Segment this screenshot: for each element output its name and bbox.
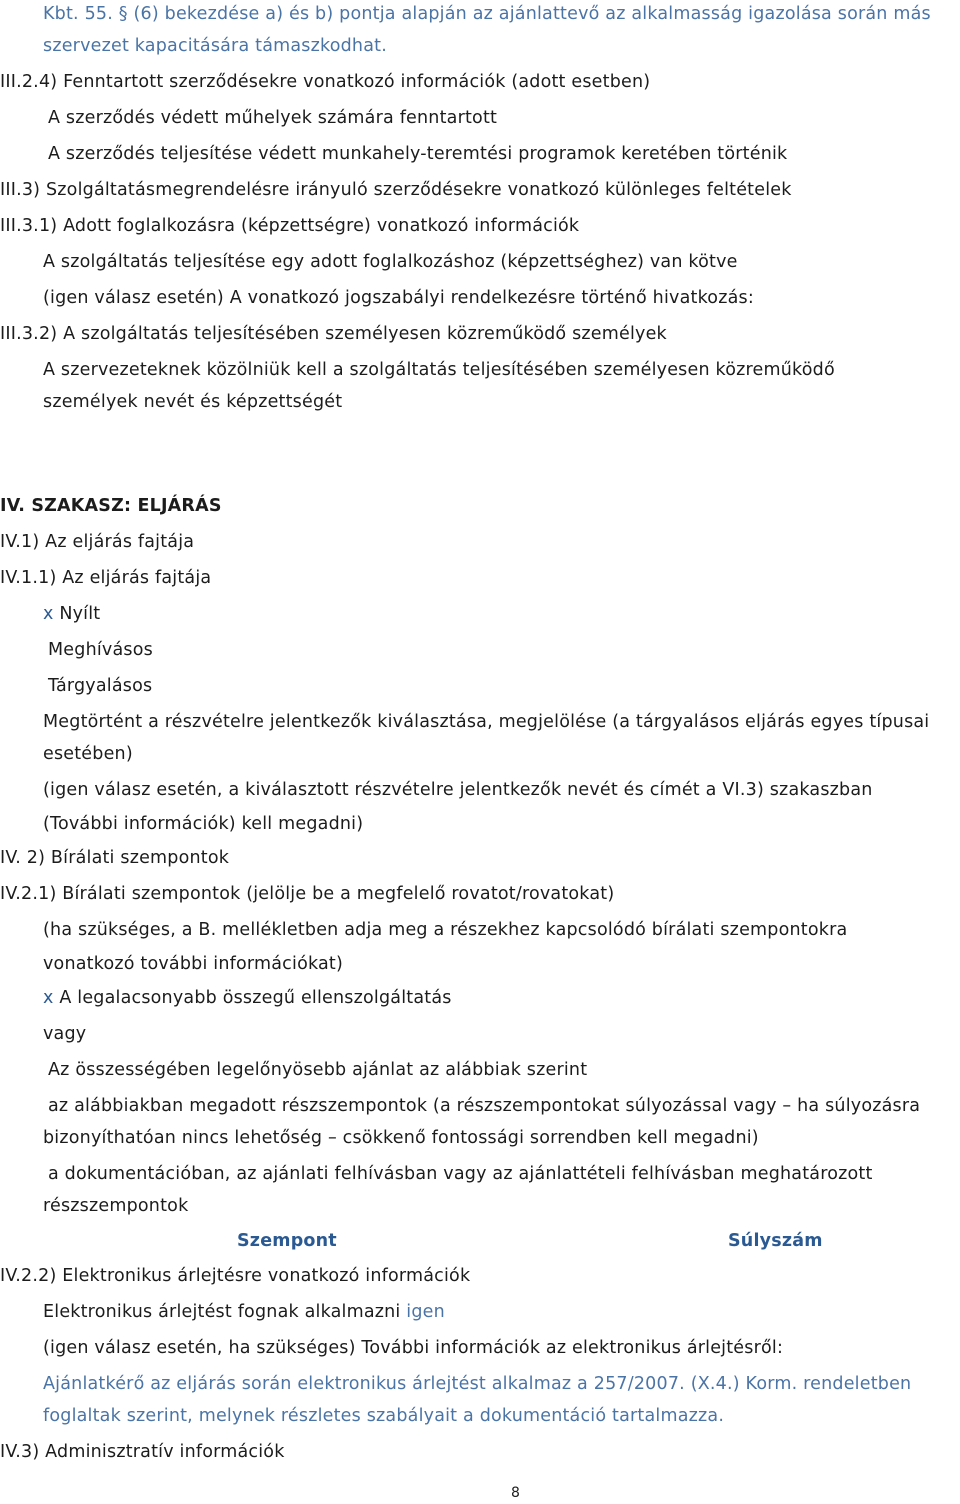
section-heading: III.3) Szolgáltatásmegrendelésre irányuló szerződésekre vonatkozó különleges feltételek <box>0 180 792 200</box>
text-line: személyek nevét és képzettségét <box>43 392 343 412</box>
section-title: IV. SZAKASZ: ELJÁRÁS <box>0 496 222 516</box>
check-mark-icon: x <box>43 604 54 624</box>
filled-text-line: Ajánlatkérő az eljárás során elektronikus árlejtést alkalmaz a 257/2007. (X.4.) Korm. rendeletben <box>43 1374 912 1394</box>
text-line: (További információk) kell megadni) <box>43 814 364 834</box>
text-line: szervezet kapacitására támaszkodhat. <box>43 36 387 56</box>
section-heading: III.2.4) Fenntartott szerződésekre vonatkozó információk (adott esetben) <box>0 72 651 92</box>
section-heading: IV.1) Az eljárás fajtája <box>0 532 195 552</box>
text-line: A szervezeteknek közölniük kell a szolgáltatás teljesítésében személyesen közreműködő <box>43 360 835 380</box>
text-line: Megtörtént a részvételre jelentkezők kiválasztása, megjelölése (a tárgyalásos eljárás egyes típusai <box>43 712 930 732</box>
option-label: Nyílt <box>53 604 101 624</box>
text-line: A szolgáltatás teljesítése egy adott foglalkozáshoz (képzettséghez) van kötve <box>43 252 738 272</box>
section-heading: IV.2.2) Elektronikus árlejtésre vonatkozó információk <box>0 1266 471 1286</box>
section-heading: IV.2.1) Bírálati szempontok (jelölje be a megfelelő rovatot/rovatokat) <box>0 884 615 904</box>
text-line: vagy <box>43 1024 87 1044</box>
text-line: Kbt. 55. § (6) bekezdése a) és b) pontja alapján az ajánlattevő az alkalmasság igazolása során más <box>43 4 931 24</box>
text-line: (ha szükséges, a B. mellékletben adja meg a részekhez kapcsolódó bírálati szempontokra <box>43 920 848 940</box>
text-line <box>43 1301 445 1323</box>
column-header-sulyszam: Súlyszám <box>728 1231 823 1251</box>
option-line: Meghívásos <box>48 640 153 660</box>
page-number: 8 <box>511 1485 521 1501</box>
section-heading: IV.1.1) Az eljárás fajtája <box>0 568 212 588</box>
field-label: Elektronikus árlejtést fognak alkalmazni <box>43 1302 407 1322</box>
text-line: bizonyíthatóan nincs lehetőség – csökkenő fontossági sorrendben kell megadni) <box>43 1128 759 1148</box>
text-line: (igen válasz esetén, a kiválasztott részvételre jelentkezők nevét és címét a VI.3) szakaszban <box>43 780 873 800</box>
section-heading: III.3.2) A szolgáltatás teljesítésében személyesen közreműködő személyek <box>0 324 667 344</box>
option-line: A szerződés védett műhelyek számára fenntartott <box>48 108 498 128</box>
text-line: részszempontok <box>43 1196 189 1216</box>
option-line: Az összességében legelőnyösebb ajánlat az alábbiak szerint <box>48 1060 588 1080</box>
option-line: A szerződés teljesítése védett munkahely-teremtési programok keretében történik <box>48 144 788 164</box>
field-value: igen <box>406 1302 445 1322</box>
text-line: (igen válasz esetén, ha szükséges) További információk az elektronikus árlejtésről: <box>43 1338 784 1358</box>
option-line: Tárgyalásos <box>48 676 153 696</box>
section-heading: IV.3) Adminisztratív információk <box>0 1442 285 1462</box>
text-line: esetében) <box>43 744 133 764</box>
option-line: a dokumentációban, az ajánlati felhívásban vagy az ajánlattételi felhívásban meghatározott <box>48 1164 873 1184</box>
option-label: A legalacsonyabb összegű ellenszolgáltatás <box>53 988 452 1008</box>
filled-text-line: foglaltak szerint, melynek részletes szabályait a dokumentáció tartalmazza. <box>43 1406 725 1426</box>
section-heading: III.3.1) Adott foglalkozásra (képzettségre) vonatkozó információk <box>0 216 580 236</box>
section-heading: IV. 2) Bírálati szempontok <box>0 848 230 868</box>
text-line: (igen válasz esetén) A vonatkozó jogszabályi rendelkezésre történő hivatkozás: <box>43 288 754 308</box>
checked-option <box>43 987 452 1009</box>
text-line: vonatkozó további információkat) <box>43 954 344 974</box>
checked-option <box>43 603 100 625</box>
option-line: az alábbiakban megadott részszempontok (a részszempontokat súlyozással vagy – ha súlyozásra <box>48 1096 921 1116</box>
check-mark-icon: x <box>43 988 54 1008</box>
column-header-szempont: Szempont <box>237 1231 337 1251</box>
